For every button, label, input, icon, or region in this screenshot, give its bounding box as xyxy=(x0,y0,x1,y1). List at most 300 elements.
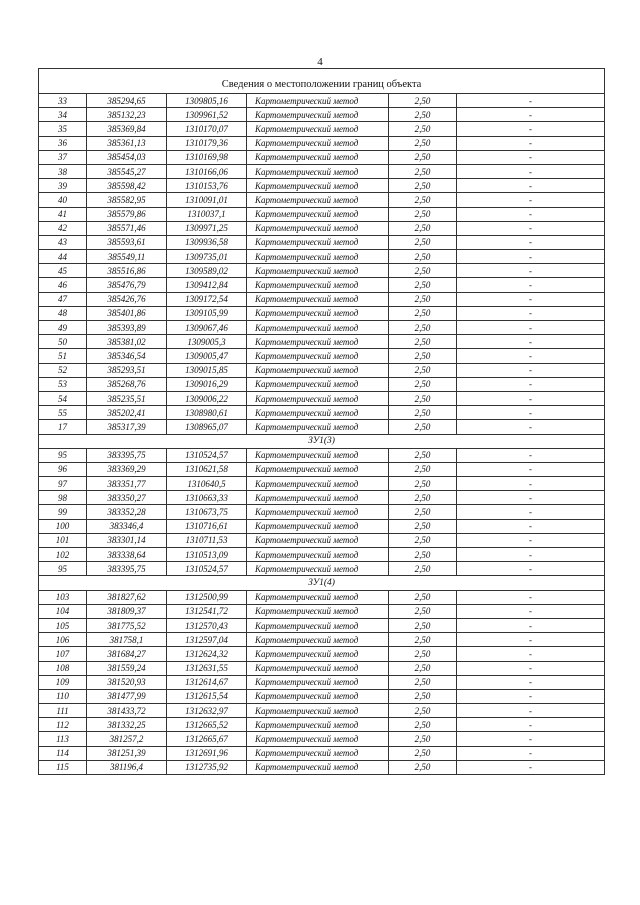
table-row xyxy=(39,704,605,718)
x-coordinate-cell: 385369,84 xyxy=(87,122,167,136)
point-number-cell: 36 xyxy=(39,136,87,150)
note-cell: - xyxy=(457,250,605,264)
method-cell: Картометрический метод xyxy=(247,278,389,292)
accuracy-cell: 2,50 xyxy=(389,136,457,150)
y-coordinate-cell: 1312500,99 xyxy=(167,590,247,604)
accuracy-cell: 2,50 xyxy=(389,179,457,193)
table-row xyxy=(39,420,605,434)
table-row xyxy=(39,363,605,377)
y-coordinate-cell: 1310091,01 xyxy=(167,193,247,207)
point-number-cell: 103 xyxy=(39,590,87,604)
accuracy-cell: 2,50 xyxy=(389,661,457,675)
note-cell: - xyxy=(457,179,605,193)
note-cell: - xyxy=(457,732,605,746)
method-cell: Картометрический метод xyxy=(247,462,389,476)
y-coordinate-cell: 1310524,57 xyxy=(167,448,247,462)
point-number-cell: 54 xyxy=(39,391,87,405)
y-coordinate-cell: 1312624,32 xyxy=(167,647,247,661)
note-cell: - xyxy=(457,391,605,405)
x-coordinate-cell: 383351,77 xyxy=(87,477,167,491)
y-coordinate-cell: 1309412,84 xyxy=(167,278,247,292)
section-row xyxy=(39,576,605,590)
point-number-cell: 98 xyxy=(39,491,87,505)
x-coordinate-cell: 383346,4 xyxy=(87,519,167,533)
accuracy-cell: 2,50 xyxy=(389,164,457,178)
table-row xyxy=(39,235,605,249)
table-row xyxy=(39,94,605,108)
table-row xyxy=(39,250,605,264)
y-coordinate-cell: 1310621,58 xyxy=(167,462,247,476)
accuracy-cell: 2,50 xyxy=(389,363,457,377)
table-row xyxy=(39,164,605,178)
x-coordinate-cell: 385235,51 xyxy=(87,391,167,405)
table-row xyxy=(39,179,605,193)
table-row xyxy=(39,604,605,618)
x-coordinate-cell: 385579,86 xyxy=(87,207,167,221)
point-number-cell: 42 xyxy=(39,221,87,235)
x-coordinate-cell: 385202,41 xyxy=(87,406,167,420)
note-cell: - xyxy=(457,633,605,647)
point-number-cell: 39 xyxy=(39,179,87,193)
table-row xyxy=(39,406,605,420)
accuracy-cell: 2,50 xyxy=(389,448,457,462)
x-coordinate-cell: 381251,39 xyxy=(87,746,167,760)
point-number-cell: 34 xyxy=(39,108,87,122)
x-coordinate-cell: 381809,37 xyxy=(87,604,167,618)
note-cell: - xyxy=(457,150,605,164)
note-cell: - xyxy=(457,562,605,576)
method-cell: Картометрический метод xyxy=(247,349,389,363)
point-number-cell: 38 xyxy=(39,164,87,178)
table-row xyxy=(39,491,605,505)
accuracy-cell: 2,50 xyxy=(389,235,457,249)
section-row xyxy=(39,434,605,448)
x-coordinate-cell: 385393,89 xyxy=(87,321,167,335)
method-cell: Картометрический метод xyxy=(247,604,389,618)
y-coordinate-cell: 1312632,97 xyxy=(167,704,247,718)
y-coordinate-cell: 1309016,29 xyxy=(167,377,247,391)
method-cell: Картометрический метод xyxy=(247,661,389,675)
y-coordinate-cell: 1309005,3 xyxy=(167,335,247,349)
x-coordinate-cell: 385346,54 xyxy=(87,349,167,363)
x-coordinate-cell: 383395,75 xyxy=(87,562,167,576)
y-coordinate-cell: 1308980,61 xyxy=(167,406,247,420)
method-cell: Картометрический метод xyxy=(247,321,389,335)
method-cell: Картометрический метод xyxy=(247,491,389,505)
accuracy-cell: 2,50 xyxy=(389,746,457,760)
table-row xyxy=(39,221,605,235)
method-cell: Картометрический метод xyxy=(247,108,389,122)
method-cell: Картометрический метод xyxy=(247,406,389,420)
table-row xyxy=(39,548,605,562)
accuracy-cell: 2,50 xyxy=(389,150,457,164)
note-cell: - xyxy=(457,278,605,292)
x-coordinate-cell: 385571,46 xyxy=(87,221,167,235)
accuracy-cell: 2,50 xyxy=(389,647,457,661)
note-cell: - xyxy=(457,193,605,207)
y-coordinate-cell: 1309005,47 xyxy=(167,349,247,363)
y-coordinate-cell: 1312735,92 xyxy=(167,760,247,774)
y-coordinate-cell: 1309936,58 xyxy=(167,235,247,249)
note-cell: - xyxy=(457,647,605,661)
note-cell: - xyxy=(457,335,605,349)
accuracy-cell: 2,50 xyxy=(389,207,457,221)
x-coordinate-cell: 385426,76 xyxy=(87,292,167,306)
note-cell: - xyxy=(457,661,605,675)
note-cell: - xyxy=(457,760,605,774)
accuracy-cell: 2,50 xyxy=(389,94,457,108)
point-number-cell: 37 xyxy=(39,150,87,164)
y-coordinate-cell: 1312570,43 xyxy=(167,618,247,632)
x-coordinate-cell: 385361,13 xyxy=(87,136,167,150)
point-number-cell: 107 xyxy=(39,647,87,661)
method-cell: Картометрический метод xyxy=(247,221,389,235)
y-coordinate-cell: 1309172,54 xyxy=(167,292,247,306)
note-cell: - xyxy=(457,718,605,732)
y-coordinate-cell: 1312597,04 xyxy=(167,633,247,647)
note-cell: - xyxy=(457,221,605,235)
table-row xyxy=(39,136,605,150)
table-row xyxy=(39,675,605,689)
note-cell: - xyxy=(457,491,605,505)
point-number-cell: 102 xyxy=(39,548,87,562)
point-number-cell: 101 xyxy=(39,533,87,547)
note-cell: - xyxy=(457,94,605,108)
point-number-cell: 96 xyxy=(39,462,87,476)
table-row xyxy=(39,278,605,292)
accuracy-cell: 2,50 xyxy=(389,406,457,420)
accuracy-cell: 2,50 xyxy=(389,689,457,703)
section-label: ЗУ1(3) xyxy=(39,434,605,448)
note-cell: - xyxy=(457,122,605,136)
method-cell: Картометрический метод xyxy=(247,548,389,562)
table-row xyxy=(39,661,605,675)
x-coordinate-cell: 385549,11 xyxy=(87,250,167,264)
accuracy-cell: 2,50 xyxy=(389,519,457,533)
x-coordinate-cell: 385476,79 xyxy=(87,278,167,292)
note-cell: - xyxy=(457,207,605,221)
y-coordinate-cell: 1312541,72 xyxy=(167,604,247,618)
x-coordinate-cell: 385317,39 xyxy=(87,420,167,434)
accuracy-cell: 2,50 xyxy=(389,675,457,689)
x-coordinate-cell: 381257,2 xyxy=(87,732,167,746)
method-cell: Картометрический метод xyxy=(247,94,389,108)
table-row xyxy=(39,519,605,533)
point-number-cell: 97 xyxy=(39,477,87,491)
table-row xyxy=(39,321,605,335)
table-row xyxy=(39,335,605,349)
point-number-cell: 55 xyxy=(39,406,87,420)
table-row xyxy=(39,718,605,732)
method-cell: Картометрический метод xyxy=(247,760,389,774)
x-coordinate-cell: 381520,93 xyxy=(87,675,167,689)
accuracy-cell: 2,50 xyxy=(389,335,457,349)
accuracy-cell: 2,50 xyxy=(389,349,457,363)
point-number-cell: 99 xyxy=(39,505,87,519)
note-cell: - xyxy=(457,406,605,420)
y-coordinate-cell: 1309006,22 xyxy=(167,391,247,405)
x-coordinate-cell: 383395,75 xyxy=(87,448,167,462)
accuracy-cell: 2,50 xyxy=(389,321,457,335)
accuracy-cell: 2,50 xyxy=(389,250,457,264)
x-coordinate-cell: 383301,14 xyxy=(87,533,167,547)
point-number-cell: 47 xyxy=(39,292,87,306)
point-number-cell: 115 xyxy=(39,760,87,774)
accuracy-cell: 2,50 xyxy=(389,760,457,774)
x-coordinate-cell: 383369,29 xyxy=(87,462,167,476)
point-number-cell: 43 xyxy=(39,235,87,249)
method-cell: Картометрический метод xyxy=(247,122,389,136)
table-row xyxy=(39,590,605,604)
method-cell: Картометрический метод xyxy=(247,618,389,632)
method-cell: Картометрический метод xyxy=(247,235,389,249)
method-cell: Картометрический метод xyxy=(247,292,389,306)
accuracy-cell: 2,50 xyxy=(389,278,457,292)
method-cell: Картометрический метод xyxy=(247,533,389,547)
page-number: 4 xyxy=(317,56,323,68)
y-coordinate-cell: 1310166,06 xyxy=(167,164,247,178)
table-row xyxy=(39,618,605,632)
point-number-cell: 111 xyxy=(39,704,87,718)
x-coordinate-cell: 385516,86 xyxy=(87,264,167,278)
x-coordinate-cell: 383352,28 xyxy=(87,505,167,519)
note-cell: - xyxy=(457,420,605,434)
method-cell: Картометрический метод xyxy=(247,363,389,377)
method-cell: Картометрический метод xyxy=(247,732,389,746)
y-coordinate-cell: 1309589,02 xyxy=(167,264,247,278)
point-number-cell: 45 xyxy=(39,264,87,278)
table-row xyxy=(39,477,605,491)
method-cell: Картометрический метод xyxy=(247,477,389,491)
point-number-cell: 35 xyxy=(39,122,87,136)
method-cell: Картометрический метод xyxy=(247,193,389,207)
x-coordinate-cell: 385381,02 xyxy=(87,335,167,349)
y-coordinate-cell: 1312614,67 xyxy=(167,675,247,689)
y-coordinate-cell: 1310170,07 xyxy=(167,122,247,136)
method-cell: Картометрический метод xyxy=(247,150,389,164)
x-coordinate-cell: 381332,25 xyxy=(87,718,167,732)
y-coordinate-cell: 1310716,61 xyxy=(167,519,247,533)
note-cell: - xyxy=(457,519,605,533)
table-row xyxy=(39,448,605,462)
point-number-cell: 44 xyxy=(39,250,87,264)
note-cell: - xyxy=(457,164,605,178)
method-cell: Картометрический метод xyxy=(247,590,389,604)
accuracy-cell: 2,50 xyxy=(389,306,457,320)
y-coordinate-cell: 1309735,01 xyxy=(167,250,247,264)
x-coordinate-cell: 381477,99 xyxy=(87,689,167,703)
point-number-cell: 52 xyxy=(39,363,87,377)
accuracy-cell: 2,50 xyxy=(389,221,457,235)
method-cell: Картометрический метод xyxy=(247,505,389,519)
accuracy-cell: 2,50 xyxy=(389,264,457,278)
y-coordinate-cell: 1310524,57 xyxy=(167,562,247,576)
method-cell: Картометрический метод xyxy=(247,377,389,391)
y-coordinate-cell: 1310673,75 xyxy=(167,505,247,519)
y-coordinate-cell: 1310179,36 xyxy=(167,136,247,150)
y-coordinate-cell: 1310640,5 xyxy=(167,477,247,491)
table-row xyxy=(39,562,605,576)
accuracy-cell: 2,50 xyxy=(389,562,457,576)
table-title-row xyxy=(39,69,605,94)
note-cell: - xyxy=(457,689,605,703)
accuracy-cell: 2,50 xyxy=(389,122,457,136)
table-row xyxy=(39,122,605,136)
y-coordinate-cell: 1309971,25 xyxy=(167,221,247,235)
x-coordinate-cell: 381559,24 xyxy=(87,661,167,675)
y-coordinate-cell: 1310169,98 xyxy=(167,150,247,164)
y-coordinate-cell: 1310513,09 xyxy=(167,548,247,562)
note-cell: - xyxy=(457,136,605,150)
method-cell: Картометрический метод xyxy=(247,675,389,689)
accuracy-cell: 2,50 xyxy=(389,505,457,519)
point-number-cell: 17 xyxy=(39,420,87,434)
y-coordinate-cell: 1310711,53 xyxy=(167,533,247,547)
y-coordinate-cell: 1309067,46 xyxy=(167,321,247,335)
accuracy-cell: 2,50 xyxy=(389,391,457,405)
table-row xyxy=(39,689,605,703)
accuracy-cell: 2,50 xyxy=(389,548,457,562)
x-coordinate-cell: 381433,72 xyxy=(87,704,167,718)
point-number-cell: 104 xyxy=(39,604,87,618)
table-row xyxy=(39,746,605,760)
accuracy-cell: 2,50 xyxy=(389,462,457,476)
y-coordinate-cell: 1312691,96 xyxy=(167,746,247,760)
y-coordinate-cell: 1310037,1 xyxy=(167,207,247,221)
accuracy-cell: 2,50 xyxy=(389,108,457,122)
x-coordinate-cell: 381758,1 xyxy=(87,633,167,647)
x-coordinate-cell: 385293,51 xyxy=(87,363,167,377)
coordinates-table xyxy=(38,68,605,775)
point-number-cell: 33 xyxy=(39,94,87,108)
point-number-cell: 53 xyxy=(39,377,87,391)
note-cell: - xyxy=(457,590,605,604)
note-cell: - xyxy=(457,363,605,377)
y-coordinate-cell: 1312631,55 xyxy=(167,661,247,675)
point-number-cell: 100 xyxy=(39,519,87,533)
x-coordinate-cell: 381827,62 xyxy=(87,590,167,604)
note-cell: - xyxy=(457,533,605,547)
y-coordinate-cell: 1309105,99 xyxy=(167,306,247,320)
point-number-cell: 106 xyxy=(39,633,87,647)
table-row xyxy=(39,391,605,405)
note-cell: - xyxy=(457,235,605,249)
point-number-cell: 114 xyxy=(39,746,87,760)
note-cell: - xyxy=(457,675,605,689)
method-cell: Картометрический метод xyxy=(247,306,389,320)
y-coordinate-cell: 1312665,67 xyxy=(167,732,247,746)
table-row xyxy=(39,760,605,774)
method-cell: Картометрический метод xyxy=(247,335,389,349)
table-body xyxy=(39,69,605,775)
method-cell: Картометрический метод xyxy=(247,207,389,221)
method-cell: Картометрический метод xyxy=(247,718,389,732)
point-number-cell: 46 xyxy=(39,278,87,292)
note-cell: - xyxy=(457,477,605,491)
method-cell: Картометрический метод xyxy=(247,519,389,533)
point-number-cell: 105 xyxy=(39,618,87,632)
note-cell: - xyxy=(457,604,605,618)
accuracy-cell: 2,50 xyxy=(389,377,457,391)
x-coordinate-cell: 385582,95 xyxy=(87,193,167,207)
point-number-cell: 95 xyxy=(39,448,87,462)
accuracy-cell: 2,50 xyxy=(389,618,457,632)
accuracy-cell: 2,50 xyxy=(389,193,457,207)
x-coordinate-cell: 385268,76 xyxy=(87,377,167,391)
accuracy-cell: 2,50 xyxy=(389,420,457,434)
table-title: Сведения о местоположении границ объекта xyxy=(39,69,605,94)
y-coordinate-cell: 1312665,52 xyxy=(167,718,247,732)
x-coordinate-cell: 381684,27 xyxy=(87,647,167,661)
x-coordinate-cell: 385545,27 xyxy=(87,164,167,178)
x-coordinate-cell: 385598,42 xyxy=(87,179,167,193)
point-number-cell: 51 xyxy=(39,349,87,363)
method-cell: Картометрический метод xyxy=(247,264,389,278)
note-cell: - xyxy=(457,448,605,462)
table-row xyxy=(39,533,605,547)
table-row xyxy=(39,462,605,476)
note-cell: - xyxy=(457,704,605,718)
x-coordinate-cell: 381775,52 xyxy=(87,618,167,632)
method-cell: Картометрический метод xyxy=(247,164,389,178)
x-coordinate-cell: 385294,65 xyxy=(87,94,167,108)
y-coordinate-cell: 1309015,85 xyxy=(167,363,247,377)
method-cell: Картометрический метод xyxy=(247,391,389,405)
method-cell: Картометрический метод xyxy=(247,633,389,647)
note-cell: - xyxy=(457,349,605,363)
note-cell: - xyxy=(457,108,605,122)
point-number-cell: 50 xyxy=(39,335,87,349)
x-coordinate-cell: 383338,64 xyxy=(87,548,167,562)
note-cell: - xyxy=(457,462,605,476)
accuracy-cell: 2,50 xyxy=(389,533,457,547)
note-cell: - xyxy=(457,746,605,760)
method-cell: Картометрический метод xyxy=(247,250,389,264)
accuracy-cell: 2,50 xyxy=(389,477,457,491)
method-cell: Картометрический метод xyxy=(247,746,389,760)
point-number-cell: 113 xyxy=(39,732,87,746)
accuracy-cell: 2,50 xyxy=(389,590,457,604)
x-coordinate-cell: 385593,61 xyxy=(87,235,167,249)
table-row xyxy=(39,193,605,207)
point-number-cell: 95 xyxy=(39,562,87,576)
table-row xyxy=(39,306,605,320)
table-row xyxy=(39,377,605,391)
accuracy-cell: 2,50 xyxy=(389,718,457,732)
x-coordinate-cell: 383350,27 xyxy=(87,491,167,505)
accuracy-cell: 2,50 xyxy=(389,491,457,505)
note-cell: - xyxy=(457,306,605,320)
table-row xyxy=(39,207,605,221)
note-cell: - xyxy=(457,618,605,632)
method-cell: Картометрический метод xyxy=(247,179,389,193)
point-number-cell: 112 xyxy=(39,718,87,732)
x-coordinate-cell: 385401,86 xyxy=(87,306,167,320)
point-number-cell: 110 xyxy=(39,689,87,703)
method-cell: Картометрический метод xyxy=(247,136,389,150)
y-coordinate-cell: 1309805,16 xyxy=(167,94,247,108)
accuracy-cell: 2,50 xyxy=(389,732,457,746)
x-coordinate-cell: 381196,4 xyxy=(87,760,167,774)
accuracy-cell: 2,50 xyxy=(389,633,457,647)
section-label: ЗУ1(4) xyxy=(39,576,605,590)
y-coordinate-cell: 1309961,52 xyxy=(167,108,247,122)
point-number-cell: 48 xyxy=(39,306,87,320)
method-cell: Картометрический метод xyxy=(247,562,389,576)
note-cell: - xyxy=(457,321,605,335)
y-coordinate-cell: 1308965,07 xyxy=(167,420,247,434)
accuracy-cell: 2,50 xyxy=(389,704,457,718)
